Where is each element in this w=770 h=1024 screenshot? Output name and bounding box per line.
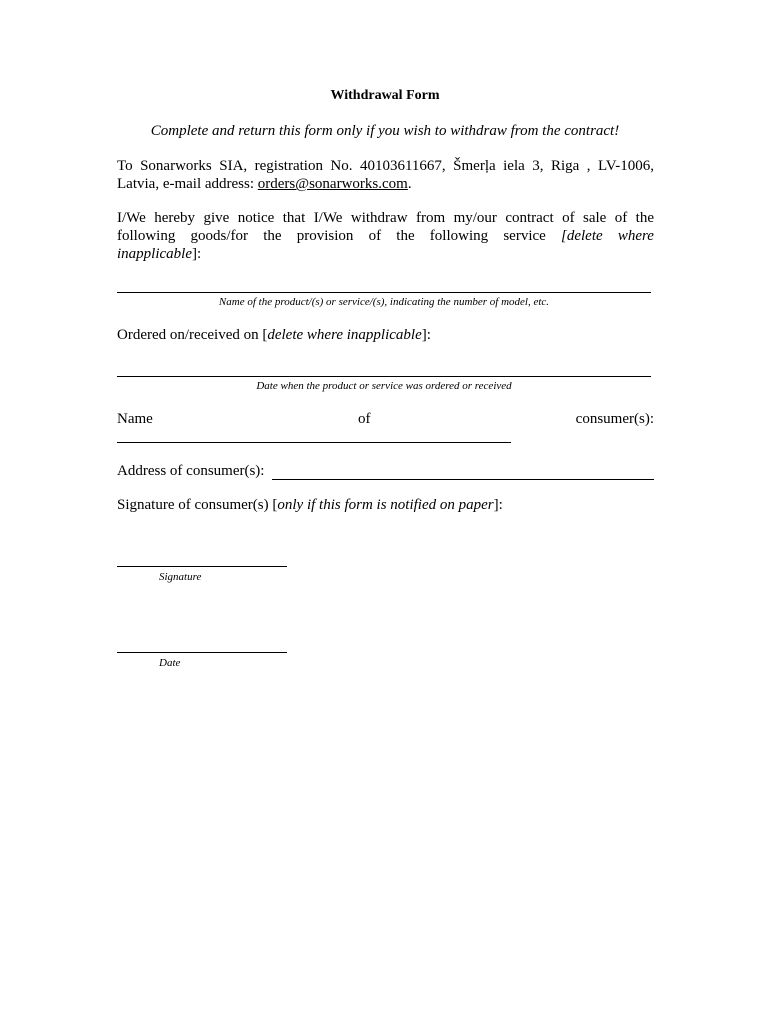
recipient-word: iela xyxy=(503,158,525,174)
notice-word: of xyxy=(368,228,382,244)
recipient-period: . xyxy=(407,176,412,192)
notice-word: following xyxy=(429,228,489,244)
notice-line-1 xyxy=(117,209,654,227)
notice-word: goods/for xyxy=(190,228,249,244)
signature-line[interactable] xyxy=(117,566,287,567)
signature-italic: only if this form is notified on paper xyxy=(277,497,494,513)
recipient-word: SIA, xyxy=(219,158,248,174)
recipient-paragraph xyxy=(117,157,654,193)
order-date-line[interactable] xyxy=(117,376,651,377)
ordered-italic: delete where inapplicable xyxy=(267,327,422,343)
notice-word: that xyxy=(282,210,306,226)
notice-line-2 xyxy=(117,227,654,245)
address-line[interactable] xyxy=(272,479,654,480)
notice-word: my/our xyxy=(453,210,497,226)
notice-word: the xyxy=(635,210,654,226)
date-line[interactable] xyxy=(117,652,287,653)
recipient-address: Latvia, e-mail address: xyxy=(117,176,258,192)
notice-word: I/We xyxy=(117,210,146,226)
address-label: Address of consumer(s): xyxy=(117,463,265,479)
name-word: consumer(s): xyxy=(575,411,654,427)
name-word: Name xyxy=(117,411,153,427)
notice-word: I/We xyxy=(313,210,343,226)
ordered-suffix: ]: xyxy=(421,327,431,343)
notice-word: give xyxy=(203,210,230,226)
recipient-word: , xyxy=(586,158,591,174)
name-row xyxy=(117,411,654,428)
signature-caption: Signature xyxy=(159,571,202,583)
recipient-word: registration xyxy=(254,158,323,174)
product-caption: Name of the product/(s) or service/(s), indicating the number of model, etc. xyxy=(218,296,550,308)
notice-word: where xyxy=(617,228,654,244)
notice-line-3 xyxy=(117,245,654,263)
notice-word: following xyxy=(117,228,176,244)
date-caption-signature: Date xyxy=(159,657,181,669)
name-word: of xyxy=(358,411,371,427)
notice-word: notice xyxy=(237,210,275,226)
notice-suffix: ]: xyxy=(192,246,202,262)
notice-word: the xyxy=(396,228,415,244)
form-title: Withdrawal Form xyxy=(330,88,440,103)
signature-prefix: Signature of consumer(s) [ xyxy=(117,497,278,513)
product-name-line[interactable] xyxy=(117,292,651,293)
notice-word: the xyxy=(263,228,282,244)
consumer-name-line[interactable] xyxy=(117,442,511,443)
ordered-label xyxy=(117,327,431,344)
recipient-line-2 xyxy=(117,175,654,193)
form-subtitle: Complete and return this form only if you wish to withdraw from the contract! xyxy=(150,123,620,139)
signature-label xyxy=(117,497,503,514)
recipient-word: Šmerļa xyxy=(453,158,496,174)
notice-word: from xyxy=(415,210,446,226)
email-link[interactable]: orders@sonarworks.com xyxy=(257,176,408,192)
date-caption: Date when the product or service was ordered or received xyxy=(256,380,512,392)
notice-italic: inapplicable xyxy=(117,246,192,262)
notice-word: of xyxy=(614,210,628,226)
notice-word: [delete xyxy=(561,228,603,244)
recipient-word: Riga xyxy=(550,158,580,174)
notice-word: withdraw xyxy=(350,210,408,226)
recipient-line-1 xyxy=(117,157,654,175)
recipient-word: Sonarworks xyxy=(140,158,212,174)
recipient-word: LV-1006, xyxy=(598,158,654,174)
notice-word: contract xyxy=(505,210,554,226)
signature-suffix: ]: xyxy=(493,497,503,513)
notice-word: provision xyxy=(296,228,354,244)
recipient-word: To xyxy=(117,158,133,174)
notice-word: sale xyxy=(582,210,607,226)
recipient-word: 3, xyxy=(532,158,544,174)
recipient-word: 40103611667, xyxy=(359,158,446,174)
ordered-prefix: Ordered on/received on [ xyxy=(117,327,268,343)
notice-word: service xyxy=(503,228,546,244)
recipient-word: No. xyxy=(330,158,353,174)
notice-word: hereby xyxy=(154,210,196,226)
notice-paragraph xyxy=(117,209,654,263)
notice-word: of xyxy=(562,210,575,226)
address-row xyxy=(117,463,264,480)
